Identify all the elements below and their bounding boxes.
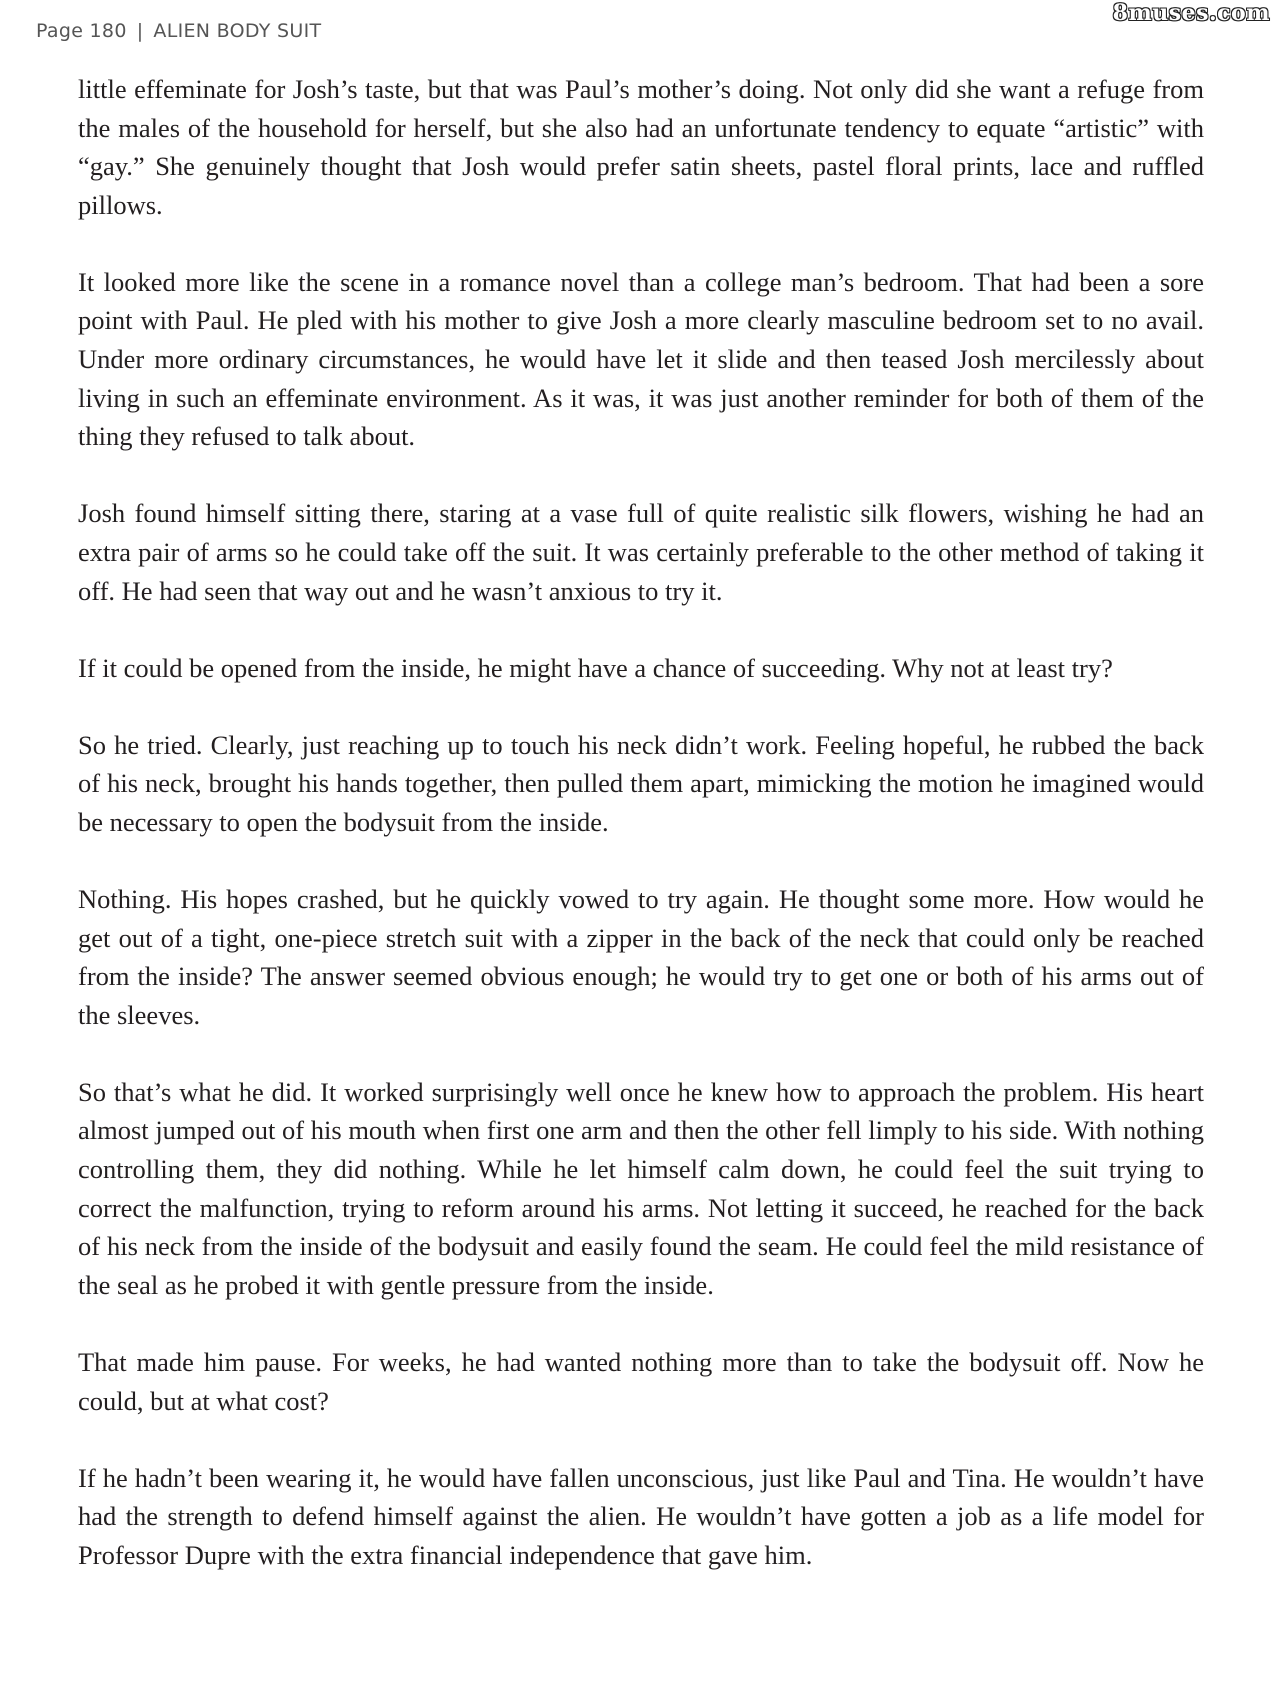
page-number: Page 180 xyxy=(36,20,127,42)
site-watermark: 8muses.com xyxy=(1112,0,1270,26)
paragraph-6: Nothing. His hopes crashed, but he quickly vowed to try again. He thought some more. How would he get out of a tight, one-piece stretch suit with a zipper in the back of the neck that could only be reached from the inside? The answer seemed obvious enough; he would try to get one or both of his arms out of the sleeves. xyxy=(78,884,1204,1030)
header-separator: | xyxy=(136,20,144,42)
paragraph-9: If he hadn’t been wearing it, he would have fallen unconscious, just like Paul and Tina. He wouldn’t have had the strength to defend himself against the alien. He wouldn’t have gotten a job as a life model for Professor Dupre with the extra financial independence that gave him. xyxy=(78,1462,1204,1570)
paragraph-4: If it could be opened from the inside, he might have a chance of succeeding. Why not at least try? xyxy=(78,652,1113,683)
paragraph-2: It looked more like the scene in a romance novel than a college man’s bedroom. That had been a sore point with Paul. He pled with his mother to give Josh a more clearly masculine bedroom set to no avail. Under more ordinary circumstances, he would have let it slide and then teased Josh mercilessly about living in such an effeminate environment. As it was, it was just another reminder for both of them of the thing they refused to talk about. xyxy=(78,266,1204,452)
paragraph-8: That made him pause. For weeks, he had wanted nothing more than to take the bodysuit off. Now he could, but at what cost? xyxy=(78,1346,1204,1416)
running-header xyxy=(36,20,321,42)
paragraph-7: So that’s what he did. It worked surprisingly well once he knew how to approach the problem. His heart almost jumped out of his mouth when first one arm and then the other fell limply to his side. With nothing controlling them, they did nothing. While he let himself calm down, he could feel the suit trying to correct the malfunction, trying to reform around his arms. Not letting it succeed, he reached for the back of his neck from the inside of the bodysuit and easily found the seam. He could feel the mild resistance of the seal as he probed it with gentle pressure from the inside. xyxy=(78,1076,1204,1300)
paragraph-5: So he tried. Clearly, just reaching up to touch his neck didn’t work. Feeling hopeful, he rubbed the back of his neck, brought his hands together, then pulled them apart, mimicking the motion he imagined would be necessary to open the bodysuit from the inside. xyxy=(78,729,1204,837)
paragraph-3: Josh found himself sitting there, staring at a vase full of quite realistic silk flowers, wishing he had an extra pair of arms so he could take off the suit. It was certainly preferable to the other method of taking it off. He had seen that way out and he wasn’t anxious to try it. xyxy=(78,498,1204,606)
page-body xyxy=(78,70,1204,1613)
paragraph-1: little effeminate for Josh’s taste, but that was Paul’s mother’s doing. Not only did she want a refuge from the males of the household for herself, but she also had an unfortunate tendency to equate “artistic” with “gay.” She genuinely thought that Josh would prefer satin sheets, pastel floral prints, lace and ruffled pillows. xyxy=(78,74,1204,220)
book-title: ALIEN BODY SUIT xyxy=(153,20,322,42)
